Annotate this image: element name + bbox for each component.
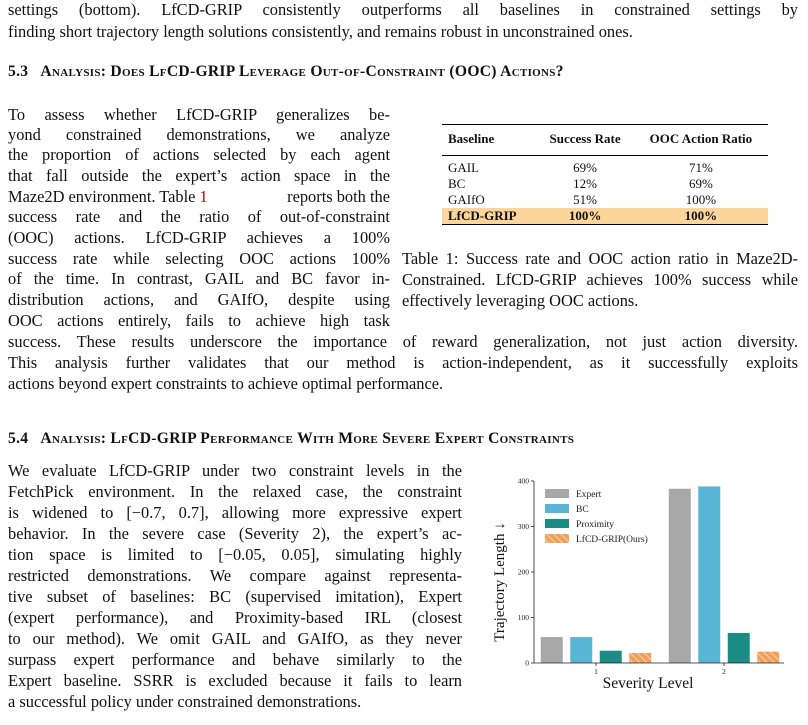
paragraph-line: Expert baseline. SSRR is excluded because it fails to learn: [8, 671, 462, 690]
legend-swatch: [545, 519, 569, 528]
table-cell: BC: [448, 176, 466, 191]
x-tick-label: 1: [594, 667, 598, 676]
table-cell: LfCD-GRIP: [442, 208, 536, 225]
paragraph-line: To assess whether LfCD-GRIP generalizes be-: [8, 105, 390, 124]
legend-swatch-hatch: [545, 534, 569, 543]
table-header-cell: Baseline: [442, 125, 536, 156]
paragraph-line: We evaluate LfCD-GRIP under two constraint levels in the: [8, 461, 462, 480]
legend-label: LfCD-GRIP(Ours): [576, 535, 648, 545]
paragraph-line: tive subset of baselines: BC (supervised imitation), Expert: [8, 587, 462, 606]
x-tick-label: 2: [722, 667, 726, 676]
table-cell: 71%: [688, 160, 713, 175]
table-header-row: [442, 125, 768, 156]
paragraph-line: is widened to [−0.7, 0.7], allowing more expressive expert: [8, 503, 462, 522]
table-row: [442, 176, 768, 192]
y-tick-label: 400: [517, 476, 529, 486]
table-cell: GAIfO: [448, 192, 485, 207]
legend-swatch: [545, 489, 569, 498]
paragraph-line: [8, 187, 390, 208]
table-reference-link[interactable]: 1: [199, 187, 208, 206]
paragraph-line: (expert performance), and Proximity-based IRL (closest: [8, 608, 462, 627]
bar-bc-severity-1: [570, 637, 592, 663]
paragraph-line: settings (bottom). LfCD-GRIP consistently outperforms all baselines in constrained settings by: [8, 0, 798, 19]
y-axis-label: Trajectory Length ↓: [492, 522, 508, 642]
table-cell: 69%: [573, 160, 598, 175]
bar-expert-severity-1: [541, 637, 563, 663]
paragraph-line: success rate and the ratio of out-of-constraint: [8, 207, 390, 226]
paragraph-line: to our method). We omit GAIL and GAIfO, as they never: [8, 629, 462, 648]
paragraph-line: This analysis further validates that our method is action-independent, as it successfully exploits: [8, 353, 798, 372]
table-cell: GAIL: [448, 160, 480, 175]
paragraph-line: of the time. In contrast, GAIL and BC favor in-: [8, 269, 390, 288]
bar-hatch-overlay: [629, 653, 651, 663]
paragraph-line: (OOC) actions. LfCD-GRIP achieves a 100%: [8, 228, 390, 247]
table-row: [442, 192, 768, 208]
section-heading-5-4: [8, 430, 574, 448]
bar-expert-severity-2: [669, 489, 691, 663]
table-cell: 69%: [688, 176, 713, 191]
paragraph-line: finding short trajectory length solutions consistently, and remains robust in unconstrained ones.: [8, 22, 633, 41]
paragraph-line: distribution actions, and GAIfO, despite using: [8, 290, 390, 309]
paragraph-line: that fall outside the expert’s action space in the: [8, 166, 390, 185]
table-cell: 51%: [573, 192, 598, 207]
paragraph-line: success rate while selecting OOC actions 100%: [8, 249, 390, 268]
table-header-cell: Success Rate: [536, 125, 633, 156]
trajectory-length-bar-chart: [484, 472, 796, 694]
paragraph-text: reports both the: [287, 187, 390, 206]
table-cell: 12%: [573, 176, 598, 191]
section-title: Analysis: Does LfCD-GRIP Leverage Out-of-Constraint (OOC) Actions?: [40, 63, 564, 80]
section-title: Analysis: LfCD-GRIP Performance With More Severe Expert Constraints: [40, 430, 575, 447]
legend-label: BC: [576, 505, 589, 515]
table-caption: Table 1: Success rate and OOC action ratio in Maze2D-Constrained. LfCD-GRIP achieves 100% success while effectively leveraging OOC actions.: [402, 249, 798, 310]
table-row-highlighted: [442, 208, 768, 225]
paragraph-line: actions beyond expert constraints to achieve optimal performance.: [8, 374, 444, 393]
legend-swatch: [545, 504, 569, 513]
table-cell: 100%: [634, 208, 768, 225]
legend-label: Proximity: [576, 520, 615, 530]
table-cell: 100%: [685, 192, 717, 207]
y-tick-label: 200: [517, 567, 529, 577]
bar-proximity-severity-2: [728, 633, 750, 663]
table-row: [442, 156, 768, 177]
table-header-cell: OOC Action Ratio: [634, 125, 768, 156]
paragraph-line: surpass expert performance and behave similarly to the: [8, 650, 462, 669]
section-number: 5.3: [8, 63, 29, 80]
y-tick-label: 0: [525, 658, 529, 668]
table-cell: 100%: [536, 208, 633, 225]
results-table: [442, 124, 768, 225]
x-axis-label: Severity Level: [602, 675, 694, 692]
section-heading-5-3: [8, 63, 564, 81]
paragraph-line: behavior. In the severe case (Severity 2), the expert’s ac-: [8, 524, 462, 543]
paragraph-line: tion space is limited to [−0.05, 0.05], simulating highly: [8, 545, 462, 564]
y-tick-label: 100: [517, 613, 529, 622]
y-tick-label: 300: [517, 522, 529, 531]
paragraph-line: the proportion of actions selected by each agent: [8, 145, 390, 164]
paragraph-line: OOC actions entirely, fails to achieve high task: [8, 311, 390, 330]
paragraph-text: Maze2D environment. Table: [8, 187, 196, 206]
paragraph-line: a successful policy under constrained demonstrations.: [8, 692, 362, 711]
bar-proximity-severity-1: [600, 651, 622, 663]
bar-hatch-overlay: [757, 652, 779, 663]
paragraph-line: FetchPick environment. In the relaxed case, the constraint: [8, 482, 462, 501]
legend-label: Expert: [576, 490, 602, 500]
bar-bc-severity-2: [698, 486, 720, 663]
paragraph-line: yond constrained demonstrations, we analyze: [8, 125, 390, 144]
section-number: 5.4: [8, 430, 29, 447]
paragraph-line: restricted demonstrations. We compare against representa-: [8, 566, 462, 585]
paragraph-line: success. These results underscore the importance of reward generalization, not just action diversity.: [8, 332, 798, 351]
